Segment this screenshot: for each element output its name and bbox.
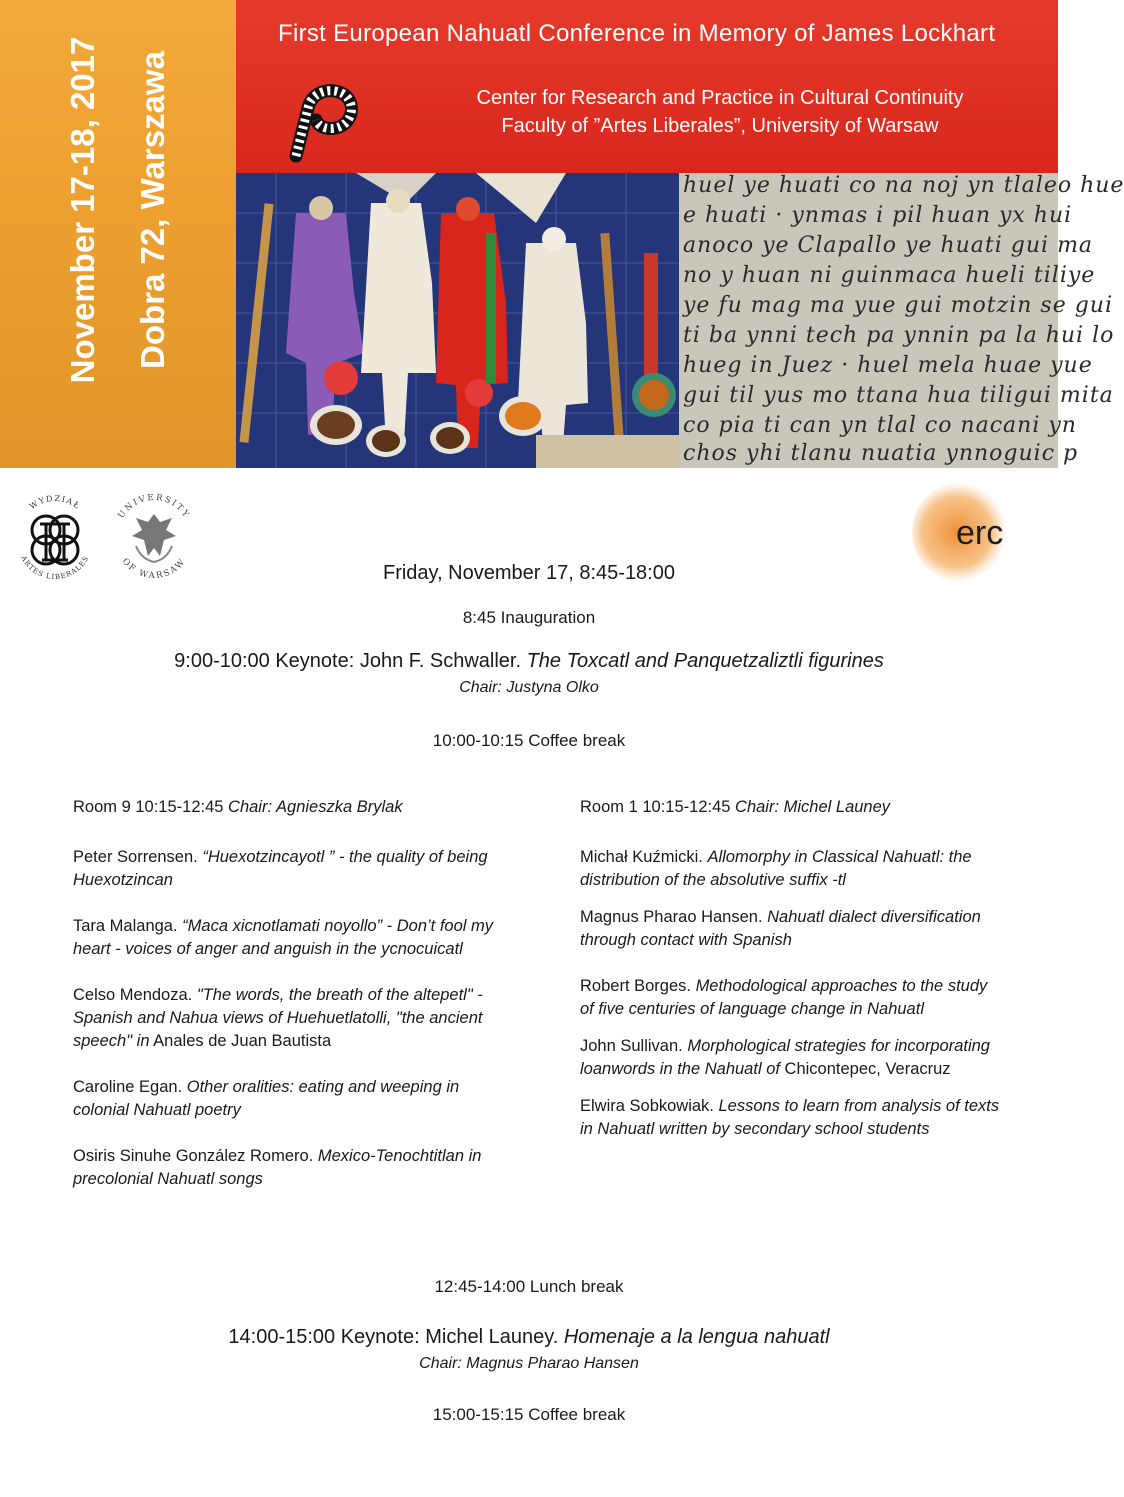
talk-item	[580, 975, 1005, 1021]
keynote-1-lead: 9:00-10:00 Keynote: John F. Schwaller.	[174, 650, 527, 672]
coffee-break-2: 15:00-15:15 Coffee break	[432, 1405, 626, 1424]
talk-title: Allomorphy in Classical Nahuatl: the distribution of the absolutive suffix -tl	[580, 848, 972, 889]
faculty-name: Faculty of ”Artes Liberales”, University of Warsaw	[501, 115, 939, 137]
figurines-illustration	[236, 173, 679, 468]
logo-ring-bottom-text: OF WARSAW	[119, 556, 189, 582]
center-logo-icon	[282, 78, 360, 162]
room-9-heading: Room 9 10:15-12:45 Chair: Agnieszka Brylak	[73, 798, 403, 816]
conference-dates: November 17-18, 2017	[64, 36, 101, 384]
keynote-2	[0, 1326, 1058, 1349]
keynote-1-title: The Toxcatl and Panquetzaliztli figurines	[526, 650, 884, 672]
talk-speaker: Michał Kuźmicki.	[580, 848, 708, 866]
talk-speaker: Tara Malanga.	[73, 917, 183, 935]
talk-title-extra: Anales de Juan Bautista	[149, 1032, 332, 1050]
day-title: Friday, November 17, 8:45-18:00	[382, 562, 675, 584]
talk-item	[73, 984, 513, 1053]
room-9-session	[73, 796, 513, 1214]
conference-title: First European Nahuatl Conference in Memory of James Lockhart	[278, 20, 996, 47]
talk-title: Nahuatl dialect diversification through contact with Spanish	[580, 908, 981, 949]
talk-title: Lessons to learn from analysis of texts in Nahuatl written by secondary school students	[580, 1097, 1000, 1138]
talk-speaker: Elwira Sobkowiak.	[580, 1097, 719, 1115]
talk-title: “Maca xicnotlamati noyollo” - Don’t fool my heart - voices of anger and anguish in the ycnocuicatl	[73, 917, 494, 958]
talk-speaker: Caroline Egan.	[73, 1078, 187, 1096]
keynote-1	[0, 650, 1058, 673]
talk-title: Methodological approaches to the study of five centuries of language change in Nahuatl	[580, 977, 988, 1018]
erc-label: erc	[956, 514, 1004, 552]
keynote-2-title: Homenaje a la lengua nahuatl	[563, 1326, 830, 1348]
talk-item	[580, 1095, 1005, 1141]
talk-speaker: Celso Mendoza.	[73, 986, 197, 1004]
talk-title-extra: Chicontepec, Veracruz	[779, 1060, 951, 1078]
keynote-2-lead: 14:00-15:00 Keynote: Michel Launey.	[228, 1326, 564, 1348]
keynote-1-chair: Chair: Justyna Olko	[459, 679, 599, 696]
talk-item	[73, 1145, 513, 1191]
room-1-session	[580, 796, 1005, 1155]
coffee-break-1: 10:00-10:15 Coffee break	[432, 731, 626, 750]
date-venue-band	[0, 0, 236, 468]
talk-item	[73, 846, 513, 892]
talk-title: Mexico-Tenochtitlan in precolonial Nahuatl songs	[73, 1147, 482, 1188]
inauguration: 8:45 Inauguration	[462, 608, 596, 627]
svg-text:WYDZIAŁ	[28, 494, 82, 511]
talk-item	[580, 906, 1005, 952]
keynote-2-chair: Chair: Magnus Pharao Hansen	[419, 1355, 639, 1372]
talk-speaker: John Sullivan.	[580, 1037, 688, 1055]
paper-figurines-photo	[236, 173, 679, 468]
conference-venue: Dobra 72, Warszawa	[134, 51, 171, 369]
talk-item	[73, 1076, 513, 1122]
lunch-break: 12:45-14:00 Lunch break	[434, 1277, 624, 1296]
talk-item	[580, 1035, 1005, 1081]
talk-speaker: Peter Sorrensen.	[73, 848, 203, 866]
logo-ring-top-text: UNIVERSITY	[116, 492, 192, 521]
room-1-heading: Room 1 10:15-12:45 Chair: Michel Launey	[580, 798, 891, 816]
manuscript-photo: huel ye huati co na noj yn tlaleo hue e huati · ynmas i pil huan yx hui anoco ye Clapallo ye huati gui ma no y huan ni guinmaca hueli tiliye ye fu mag ma yue gui motzin se gui ti ba ynni tech pa ynnin pa la hui lo hueg in Juez · huel mela huae yue gui til yus mo ttana hua tiligui mita co pia ti can yn tlal co nacani yn chos yhi tlanu nuatia ynnoguic p	[679, 173, 1058, 468]
talk-speaker: Robert Borges.	[580, 977, 696, 995]
talk-title: “Huexotzincayotl ” - the quality of being Huexotzincan	[73, 848, 488, 889]
center-name: Center for Research and Practice in Cultural Continuity	[476, 87, 964, 109]
talk-title: Morphological strategies for incorporating loanwords in the Nahuatl of	[580, 1037, 990, 1078]
talk-item	[580, 846, 1005, 892]
logo-ring-top-text: WYDZIAŁ	[27, 493, 83, 512]
talk-title: "The words, the breath of the altepetl" - Spanish and Nahua views of Huehuetlatolli, "the ancient speech" in	[73, 986, 483, 1050]
talk-speaker: Magnus Pharao Hansen.	[580, 908, 768, 926]
talk-speaker: Osiris Sinuhe González Romero.	[73, 1147, 318, 1165]
talk-title: Other oralities: eating and weeping in colonial Nahuatl poetry	[73, 1078, 460, 1119]
talk-item	[73, 915, 513, 961]
date-venue-text	[48, 37, 188, 384]
logo-ring-bottom-text: ARTES LIBERALES	[19, 554, 91, 580]
organizer-block	[420, 84, 1020, 140]
